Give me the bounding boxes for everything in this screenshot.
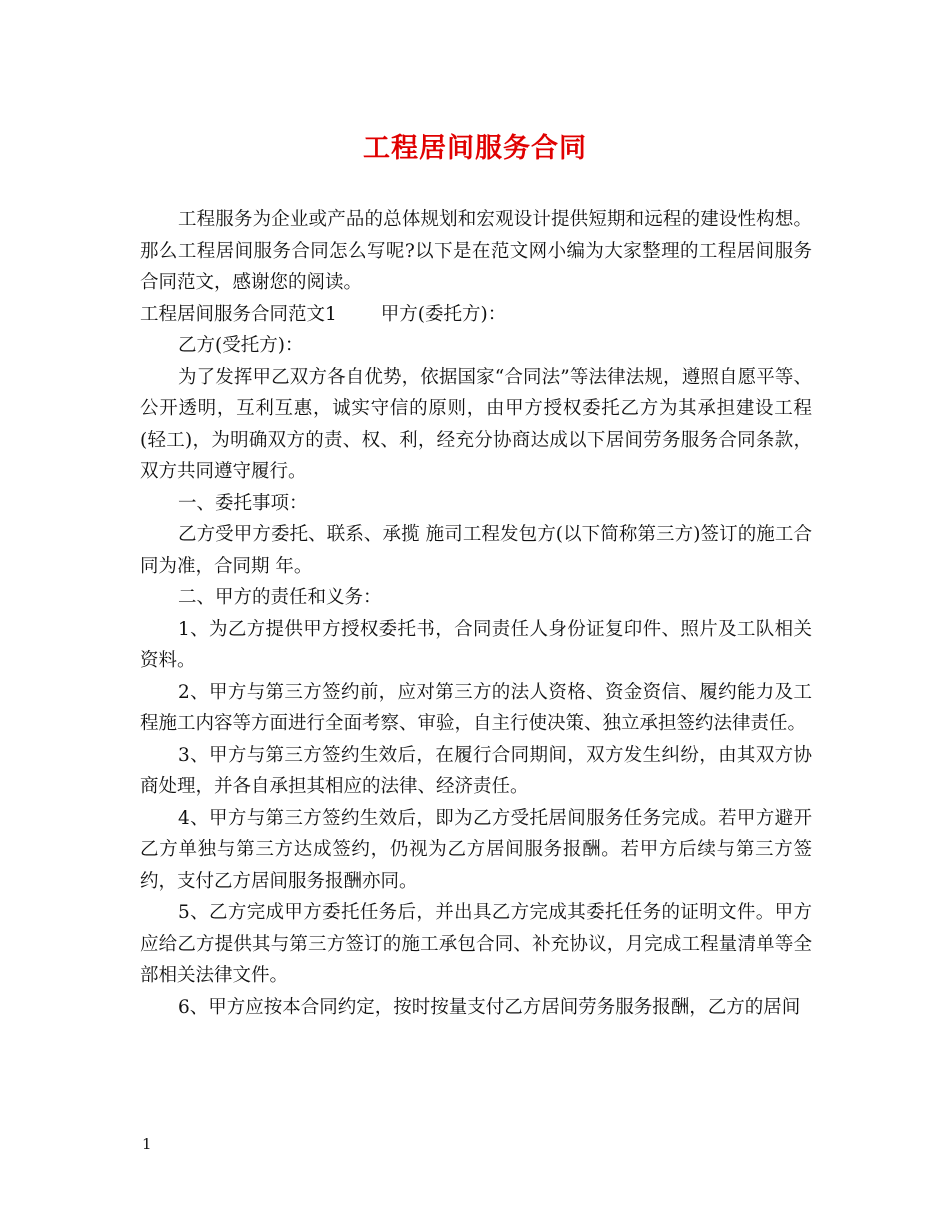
clause-item-3: 3、甲方与第三方签约生效后，在履行合同期间，双方发生纠纷，由其双方协商处理，并各自承担其相应的法律、经济责任。 bbox=[140, 744, 812, 797]
clause-item-5: 5、乙方完成甲方委托任务后，并出具乙方完成其委托任务的证明文件。甲方应给乙方提供其与第三方签订的施工承包合同、补充协议，月完成工程量清单等全部相关法律文件。 bbox=[140, 902, 812, 986]
party-a-label: 甲方(委托方)： bbox=[380, 303, 507, 325]
preamble-paragraph: 为了发挥甲乙双方各自优势，依据国家“合同法”等法律法规，遵照自愿平等、公开透明，互利互惠，诚实守信的原则，由甲方授权委托乙方为其承担建设工程(轻工)，为明确双方的责、权、利，经充分协商达成以下居间劳务服务合同条款，双方共同遵守履行。 bbox=[140, 366, 812, 482]
section2-heading: 二、甲方的责任和义务： bbox=[178, 587, 382, 608]
party-b-label: 乙方(受托方)： bbox=[178, 335, 304, 356]
document-body bbox=[140, 204, 812, 1023]
section1-body: 乙方受甲方委托、联系、承揽 施司工程发包方(以下简称第三方)签订的施工合同为准，合同期 年。 bbox=[140, 524, 812, 577]
sample-heading: 工程居间服务合同范文1 bbox=[140, 303, 337, 325]
clause-item-2: 2、甲方与第三方签约前，应对第三方的法人资格、资金资信、履约能力及工程施工内容等方面进行全面考察、审验，自主行使决策、独立承担签约法律责任。 bbox=[140, 681, 812, 734]
clause-item-6: 6、甲方应按本合同约定，按时按量支付乙方居间劳务服务报酬，乙方的居间 bbox=[178, 996, 801, 1018]
clause-item-4: 4、甲方与第三方签约生效后，即为乙方受托居间服务任务完成。若甲方避开乙方单独与第三方达成签约，仍视为乙方居间服务报酬。若甲方后续与第三方签约，支付乙方居间服务报酬亦同。 bbox=[140, 807, 812, 892]
sample-heading-line bbox=[140, 299, 812, 331]
page-number: 1 bbox=[142, 1135, 152, 1153]
document-title: 工程居间服务合同 bbox=[363, 133, 587, 164]
section1-heading: 一、委托事项： bbox=[178, 492, 308, 514]
intro-paragraph: 工程服务为企业或产品的总体规划和宏观设计提供短期和远程的建设性构想。那么工程居间服务合同怎么写呢?以下是在范文网小编为大家整理的工程居间服务合同范文，感谢您的阅读。 bbox=[140, 209, 812, 293]
clause-item-1: 1、为乙方提供甲方授权委托书，合同责任人身份证复印件、照片及工队相关资料。 bbox=[140, 618, 812, 671]
